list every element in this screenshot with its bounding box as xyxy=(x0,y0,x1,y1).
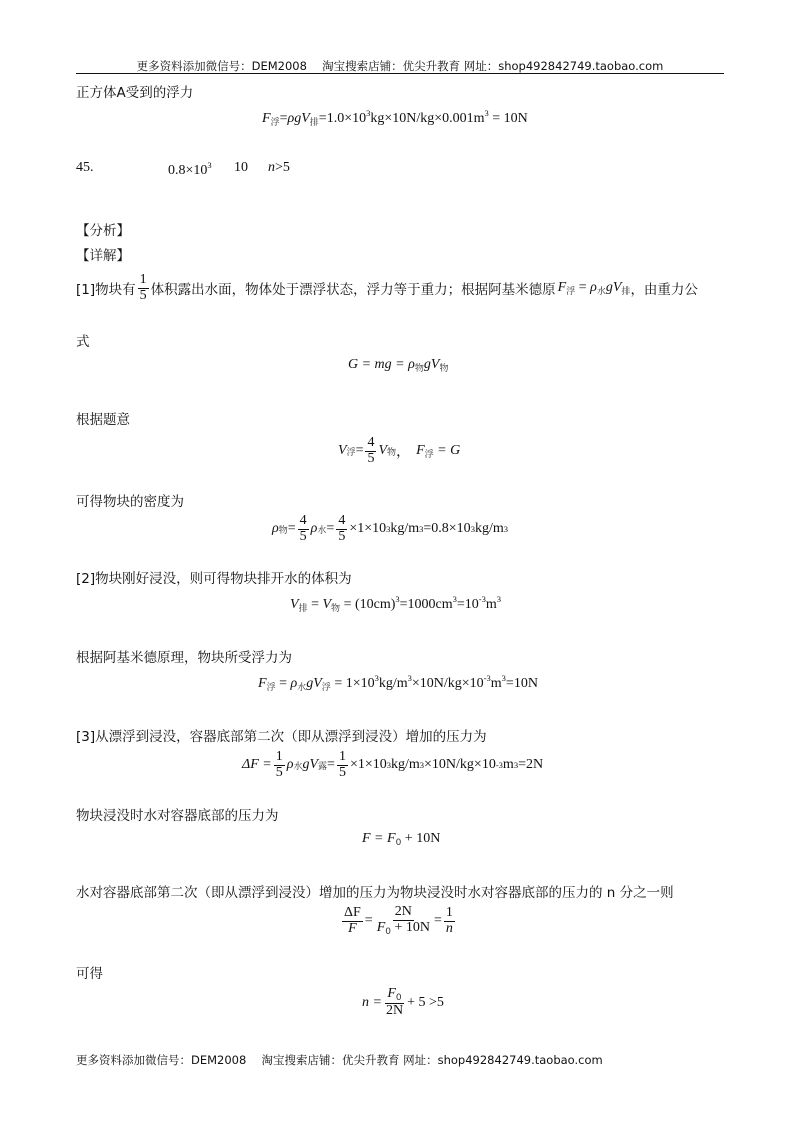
question-45-answer-3: n>5 xyxy=(268,160,290,175)
detail-heading: 【详解】 xyxy=(76,248,130,264)
line-by-problem: 根据题意 xyxy=(76,412,130,428)
equation-buoyancy-a: $F_浮=\rho gV_排=1.0\times 10^3kg\times 10N/kg\times 0.001m^3 = 10N$ xyxy=(262,108,528,128)
equation-n-result: n = $\frac{F_0}{2N}$ + 5 >5 xyxy=(362,986,444,1019)
question-45-answer-2: 10 xyxy=(234,160,248,175)
equation-displaced-volume: $V_排 = V_物 = (10cm)^3=1000cm^3=10^{-3}m^3$ xyxy=(290,594,502,614)
line-therefore: 可得 xyxy=(76,966,103,982)
paragraph-1-continued: 式 xyxy=(76,334,90,350)
page-footer: 更多资料添加微信号：DEM2008 淘宝搜索店铺：优尖升教育 网址：shop492842749.taobao.com xyxy=(76,1053,603,1067)
page-header: 更多资料添加微信号：DEM2008 淘宝搜索店铺：优尖升教育 网址：shop492842749.taobao.com xyxy=(136,59,664,73)
fraction-one-fifth: $\frac{1}{5}$ xyxy=(139,272,147,303)
question-45-number: 45. xyxy=(76,160,94,175)
equation-volume-ratio: V 浮 = $\frac{4}{5}$ V 物 ， $F_浮 = G$ xyxy=(338,435,461,466)
equation-buoyancy-block: $F_浮 = \rho_水gV_浮 = 1\times 10^3kg/m^3\times 10N/kg\times 10^{-3}m^3=10N$ xyxy=(258,673,538,693)
paragraph-3: [3]从漂浮到浸没，容器底部第二次（即从漂浮到浸没）增加的压力为 xyxy=(76,729,487,745)
analysis-heading: 【分析】 xyxy=(76,223,130,239)
header-rule xyxy=(76,73,724,74)
equation-total-force: $F = F_0 + 10N$ xyxy=(362,831,441,848)
question-45-answer-1: $0.8\times 10^3$ xyxy=(168,160,212,178)
paragraph-2: [2]物块刚好浸没，则可得物块排开水的体积为 xyxy=(76,571,352,587)
equation-gravity: G = mg = $\rho_物gV_物$ xyxy=(348,357,449,374)
equation-delta-force: ΔF = $\frac{1}{5}$ ρ 水 g V 露 = $\frac{1}{5}$ ×1×10 3 kg/m 3 ×10N/kg×10 -3 m 3 =2N xyxy=(242,749,544,780)
intro-line: 正方体A受到的浮力 xyxy=(76,85,194,101)
paragraph-4: 水对容器底部第二次（即从漂浮到浸没）增加的压力为物块浸没时水对容器底部的压力的 n 分之一则 xyxy=(76,885,674,901)
paragraph-1: [1]物块有 $\frac{1}{5}$ 体积露出水面，物体处于漂浮状态，浮力等于重力；根据阿基米德原 $F_浮 = \rho_水gV_排$ ，由重力公 xyxy=(76,272,698,303)
line-density: 可得物块的密度为 xyxy=(76,494,184,510)
line-pressure: 物块浸没时水对容器底部的压力为 xyxy=(76,808,279,824)
equation-density: ρ 物 = $\frac{4}{5}$ ρ 水 = $\frac{4}{5}$ ×1×10 3 kg/m 3 =0.8×10 3 kg/m 3 xyxy=(272,513,508,544)
equation-ratio: $\frac{\Delta F}{F}$ = $\frac{2N}{F_0 + 10N}$ = $\frac{1}{n}$ xyxy=(344,904,453,937)
line-archimedes: 根据阿基米德原理，物块所受浮力为 xyxy=(76,650,292,666)
